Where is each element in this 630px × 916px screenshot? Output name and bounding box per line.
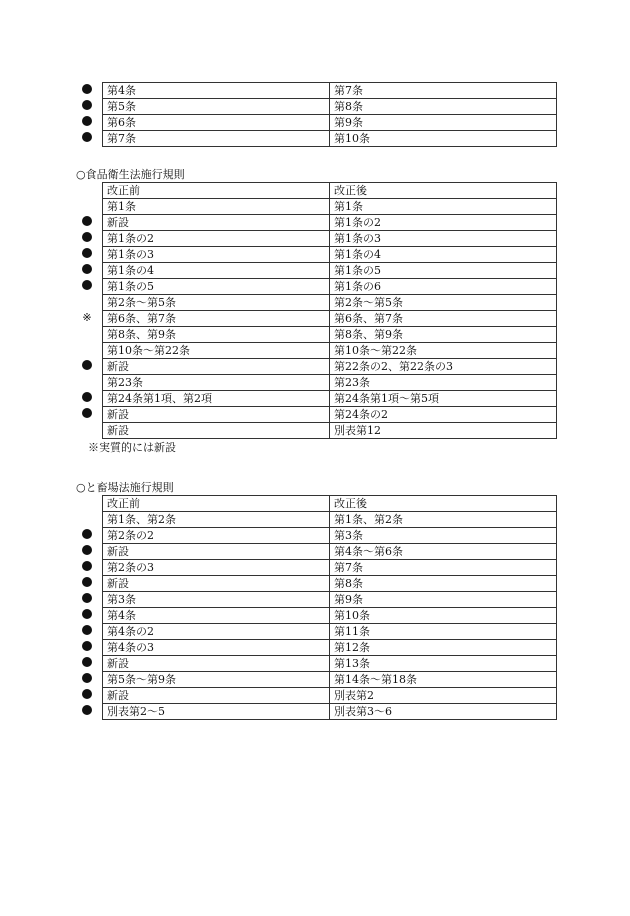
table-row xyxy=(103,215,557,231)
filled-circle-icon xyxy=(82,561,92,571)
bullet-dot-icon xyxy=(80,687,94,703)
table-row xyxy=(103,576,557,592)
table-row xyxy=(103,423,557,439)
table-row xyxy=(103,672,557,688)
before-cell: 第6条 xyxy=(103,115,330,131)
bullet-dot-icon xyxy=(80,230,94,246)
after-cell: 第12条 xyxy=(330,640,557,656)
table-row xyxy=(103,391,557,407)
after-cell: 第10条〜第22条 xyxy=(330,343,557,359)
after-cell: 第8条、第9条 xyxy=(330,327,557,343)
section-heading: ○と畜場法施行規則 xyxy=(76,481,174,494)
before-cell: 第1条の2 xyxy=(103,231,330,247)
table-row xyxy=(103,544,557,560)
table-row xyxy=(103,115,557,131)
before-cell: 第2条の2 xyxy=(103,528,330,544)
filled-circle-icon xyxy=(82,280,92,290)
empty-marker xyxy=(80,294,94,310)
bullet-dot-icon xyxy=(80,703,94,719)
before-cell: 第4条 xyxy=(103,83,330,99)
comparison-table xyxy=(102,82,557,147)
before-cell: 新設 xyxy=(103,656,330,672)
table-row xyxy=(103,295,557,311)
comparison-table xyxy=(102,495,557,720)
after-cell: 第7条 xyxy=(330,83,557,99)
after-cell: 第14条〜第18条 xyxy=(330,672,557,688)
after-cell: 第13条 xyxy=(330,656,557,672)
filled-circle-icon xyxy=(82,132,92,142)
before-cell: 改正前 xyxy=(103,496,330,512)
filled-circle-icon xyxy=(82,657,92,667)
bullet-dot-icon xyxy=(80,623,94,639)
after-cell: 第1条、第2条 xyxy=(330,512,557,528)
footnote: ※実質的には新設 xyxy=(88,441,176,454)
empty-marker xyxy=(80,374,94,390)
after-cell: 別表第12 xyxy=(330,423,557,439)
empty-marker xyxy=(80,182,94,198)
table-row xyxy=(103,327,557,343)
before-cell: 新設 xyxy=(103,576,330,592)
bullet-dot-icon xyxy=(80,246,94,262)
bullet-dot-icon xyxy=(80,130,94,146)
table-row xyxy=(103,263,557,279)
table-row xyxy=(103,199,557,215)
table-row xyxy=(103,640,557,656)
bullet-dot-icon xyxy=(80,82,94,98)
after-cell: 改正後 xyxy=(330,496,557,512)
after-cell: 第10条 xyxy=(330,131,557,147)
table-row xyxy=(103,375,557,391)
table-row xyxy=(103,131,557,147)
bullet-dot-icon xyxy=(80,527,94,543)
table-row xyxy=(103,407,557,423)
empty-marker xyxy=(80,342,94,358)
before-cell: 第6条、第7条 xyxy=(103,311,330,327)
empty-marker xyxy=(80,198,94,214)
filled-circle-icon xyxy=(82,100,92,110)
table-row xyxy=(103,688,557,704)
table-row xyxy=(103,359,557,375)
after-cell: 第9条 xyxy=(330,115,557,131)
filled-circle-icon xyxy=(82,84,92,94)
filled-circle-icon xyxy=(82,545,92,555)
before-cell: 第1条 xyxy=(103,199,330,215)
bullet-dot-icon xyxy=(80,543,94,559)
empty-marker xyxy=(80,422,94,438)
filled-circle-icon xyxy=(82,705,92,715)
filled-circle-icon xyxy=(82,216,92,226)
section-heading: ○食品衛生法施行規則 xyxy=(76,168,185,181)
table-row xyxy=(103,343,557,359)
table-row xyxy=(103,528,557,544)
filled-circle-icon xyxy=(82,360,92,370)
before-cell: 別表第2〜5 xyxy=(103,704,330,720)
after-cell: 第24条第1項〜第5項 xyxy=(330,391,557,407)
after-cell: 別表第3〜6 xyxy=(330,704,557,720)
filled-circle-icon xyxy=(82,392,92,402)
before-cell: 第1条の5 xyxy=(103,279,330,295)
before-cell: 改正前 xyxy=(103,183,330,199)
filled-circle-icon xyxy=(82,625,92,635)
after-cell: 第8条 xyxy=(330,576,557,592)
before-cell: 第4条の2 xyxy=(103,624,330,640)
note-mark: ※ xyxy=(82,311,92,324)
after-cell: 第8条 xyxy=(330,99,557,115)
bullet-dot-icon xyxy=(80,114,94,130)
table-row xyxy=(103,183,557,199)
table-row xyxy=(103,560,557,576)
bullet-dot-icon xyxy=(80,278,94,294)
bullet-dot-icon xyxy=(80,671,94,687)
table-row xyxy=(103,279,557,295)
before-cell: 第2条〜第5条 xyxy=(103,295,330,311)
bullet-dot-icon xyxy=(80,607,94,623)
table-row xyxy=(103,247,557,263)
before-cell: 第4条 xyxy=(103,608,330,624)
table-row xyxy=(103,512,557,528)
after-cell: 第1条の5 xyxy=(330,263,557,279)
after-cell: 第22条の2、第22条の3 xyxy=(330,359,557,375)
empty-marker xyxy=(80,326,94,342)
bullet-dot-icon xyxy=(80,559,94,575)
before-cell: 第1条、第2条 xyxy=(103,512,330,528)
after-cell: 第11条 xyxy=(330,624,557,640)
before-cell: 第10条〜第22条 xyxy=(103,343,330,359)
after-cell: 第7条 xyxy=(330,560,557,576)
filled-circle-icon xyxy=(82,689,92,699)
after-cell: 第23条 xyxy=(330,375,557,391)
before-cell: 新設 xyxy=(103,423,330,439)
table-row xyxy=(103,608,557,624)
empty-marker xyxy=(80,495,94,511)
comparison-table xyxy=(102,182,557,439)
before-cell: 新設 xyxy=(103,544,330,560)
table-row xyxy=(103,99,557,115)
table-row xyxy=(103,704,557,720)
before-cell: 新設 xyxy=(103,359,330,375)
filled-circle-icon xyxy=(82,673,92,683)
filled-circle-icon xyxy=(82,248,92,258)
filled-circle-icon xyxy=(82,408,92,418)
bullet-dot-icon xyxy=(80,98,94,114)
before-cell: 第8条、第9条 xyxy=(103,327,330,343)
before-cell: 第7条 xyxy=(103,131,330,147)
bullet-dot-icon xyxy=(80,591,94,607)
after-cell: 第1条の6 xyxy=(330,279,557,295)
after-cell: 第1条の2 xyxy=(330,215,557,231)
before-cell: 第23条 xyxy=(103,375,330,391)
after-cell: 改正後 xyxy=(330,183,557,199)
bullet-dot-icon xyxy=(80,390,94,406)
after-cell: 別表第2 xyxy=(330,688,557,704)
filled-circle-icon xyxy=(82,641,92,651)
bullet-dot-icon xyxy=(80,575,94,591)
table-row xyxy=(103,656,557,672)
after-cell: 第3条 xyxy=(330,528,557,544)
filled-circle-icon xyxy=(82,529,92,539)
after-cell: 第24条の2 xyxy=(330,407,557,423)
before-cell: 第5条〜第9条 xyxy=(103,672,330,688)
before-cell: 第1条の3 xyxy=(103,247,330,263)
filled-circle-icon xyxy=(82,609,92,619)
before-cell: 新設 xyxy=(103,215,330,231)
before-cell: 新設 xyxy=(103,688,330,704)
bullet-dot-icon xyxy=(80,358,94,374)
before-cell: 第5条 xyxy=(103,99,330,115)
bullet-dot-icon xyxy=(80,406,94,422)
before-cell: 新設 xyxy=(103,407,330,423)
filled-circle-icon xyxy=(82,232,92,242)
before-cell: 第1条の4 xyxy=(103,263,330,279)
table-row xyxy=(103,311,557,327)
table-row xyxy=(103,592,557,608)
table-row xyxy=(103,83,557,99)
table-row xyxy=(103,624,557,640)
after-cell: 第10条 xyxy=(330,608,557,624)
bullet-dot-icon xyxy=(80,639,94,655)
filled-circle-icon xyxy=(82,577,92,587)
table-row xyxy=(103,496,557,512)
after-cell: 第1条の4 xyxy=(330,247,557,263)
table-row xyxy=(103,231,557,247)
after-cell: 第2条〜第5条 xyxy=(330,295,557,311)
after-cell: 第9条 xyxy=(330,592,557,608)
after-cell: 第1条の3 xyxy=(330,231,557,247)
before-cell: 第3条 xyxy=(103,592,330,608)
filled-circle-icon xyxy=(82,264,92,274)
filled-circle-icon xyxy=(82,116,92,126)
bullet-dot-icon xyxy=(80,214,94,230)
bullet-dot-icon xyxy=(80,262,94,278)
bullet-dot-icon xyxy=(80,655,94,671)
after-cell: 第4条〜第6条 xyxy=(330,544,557,560)
filled-circle-icon xyxy=(82,593,92,603)
before-cell: 第4条の3 xyxy=(103,640,330,656)
after-cell: 第1条 xyxy=(330,199,557,215)
after-cell: 第6条、第7条 xyxy=(330,311,557,327)
empty-marker xyxy=(80,511,94,527)
before-cell: 第24条第1項、第2項 xyxy=(103,391,330,407)
before-cell: 第2条の3 xyxy=(103,560,330,576)
